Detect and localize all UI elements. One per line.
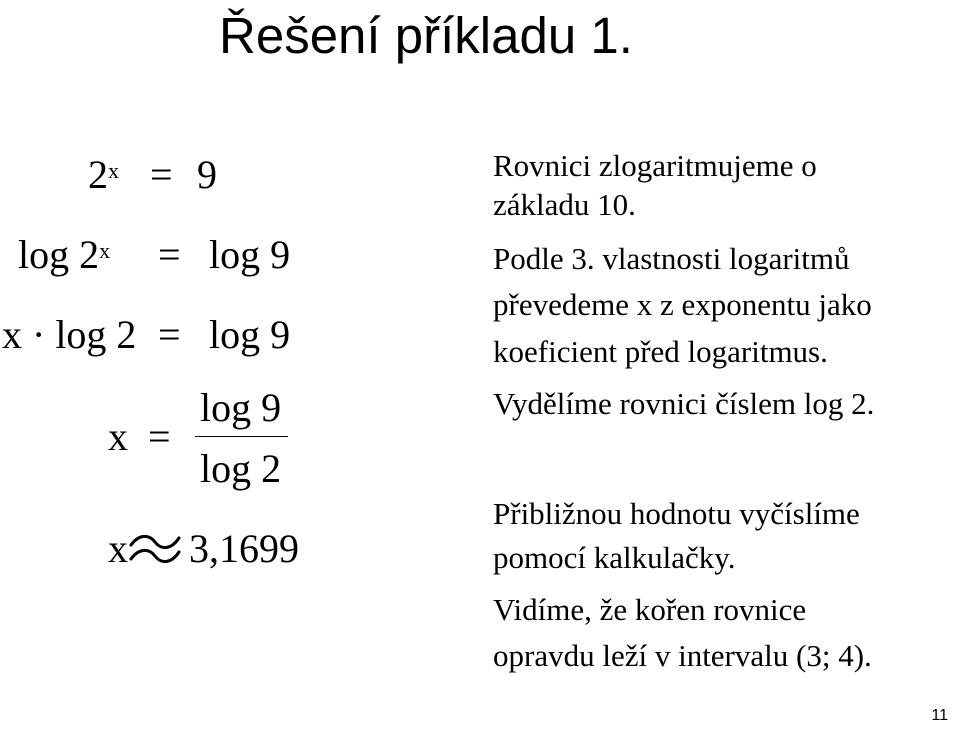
eq2-log: log <box>18 232 70 277</box>
eq2-exponent: x <box>99 238 111 263</box>
eq2-rhs: log 9 <box>209 232 291 277</box>
equation-1 <box>88 152 119 198</box>
explanation-line-3: Podle 3. vlastnosti logaritmů <box>493 241 850 276</box>
eq4-lhs: x <box>108 414 128 459</box>
fraction-bar <box>195 436 288 437</box>
eq5-rhs: 3,1699 <box>189 526 299 571</box>
eq1-rhs: 9 <box>197 152 217 197</box>
eq4-denominator: log 2 <box>200 446 282 491</box>
explanation-line-8: pomocí kalkulačky. <box>493 540 736 575</box>
explanation-line-5: koeficient před logaritmus. <box>493 334 828 369</box>
eq4-equals: = <box>148 414 171 459</box>
page-number: 11 <box>931 707 948 724</box>
eq3-lhs: x · log 2 <box>2 312 137 357</box>
explanation-line-1: Rovnici zlogaritmujeme o <box>493 148 817 183</box>
eq1-equals: = <box>150 152 173 197</box>
explanation-line-6: Vydělíme rovnici číslem log 2. <box>493 386 875 421</box>
eq1-exponent: x <box>108 158 119 183</box>
eq3-rhs: log 9 <box>209 312 291 357</box>
eq4-numerator: log 9 <box>200 385 282 430</box>
approx-icon <box>127 528 183 568</box>
eq2-base: 2 <box>79 232 100 277</box>
eq5-lhs: x <box>108 526 128 571</box>
explanation-line-2: základu 10. <box>493 187 636 222</box>
eq1-base: 2 <box>88 152 108 197</box>
slide-title: Řešení příkladu 1. <box>219 7 633 64</box>
explanation-line-10: opravdu leží v intervalu (3; 4). <box>493 638 872 673</box>
explanation-line-7: Přibližnou hodnotu vyčíslíme <box>493 496 860 531</box>
explanation-line-4: převedeme x z exponentu jako <box>493 287 872 322</box>
equation-2 <box>18 232 110 278</box>
eq2-equals: = <box>158 232 181 277</box>
eq3-equals: = <box>158 312 181 357</box>
explanation-line-9: Vidíme, že kořen rovnice <box>493 592 807 627</box>
